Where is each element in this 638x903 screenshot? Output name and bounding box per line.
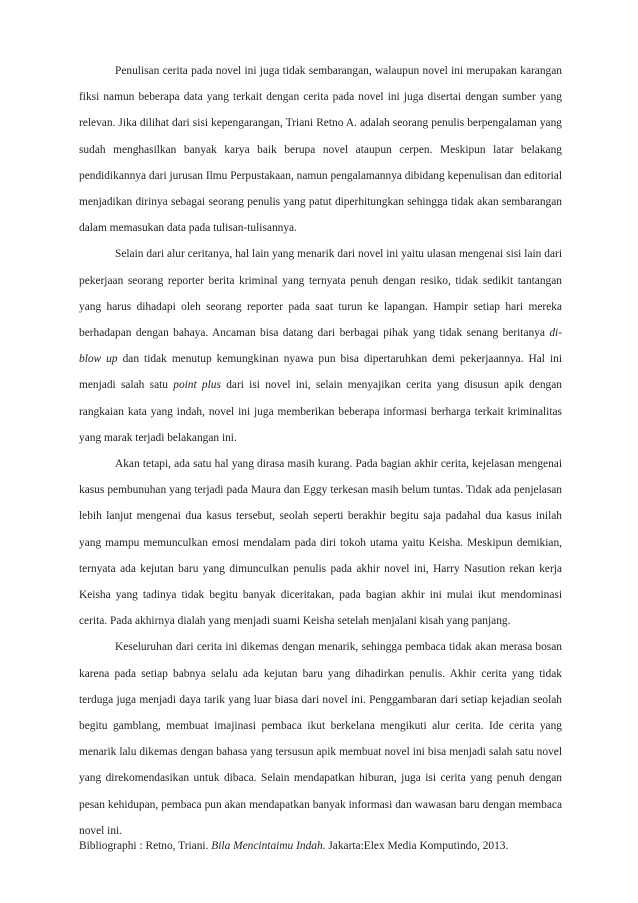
bibliography-separator: :: [136, 840, 146, 852]
paragraph-4: Keseluruhan dari cerita ini dikemas dengan menarik, sehingga pembaca tidak akan merasa bosan karena pada setiap babnya selalu ada kejutan baru yang dihadirkan penulis. Akhir cerita yang tidak terduga juga menjadi daya tarik yang luar biasa dari novel ini. Penggambaran dari setiap kejadian seolah begitu gamblang, membuat imajinasi pembaca ikut berkelana mengikuti alur cerita. Ide cerita yang menarik lalu dikemas dengan bahasa yang tersusun apik membuat novel ini bisa menjadi salah satu novel yang direkomendasikan untuk dibaca. Selain mendapatkan hiburan, juga isi cerita yang penuh dengan pesan kehidupan, pembaca pun akan mendapatkan banyak informasi dan wawasan baru dengan membaca novel ini.: [79, 641, 562, 837]
italic-term-point-plus: point plus: [173, 379, 221, 392]
paragraph-2-text-c: dari isi novel ini, selain menyajikan cerita yang disusun apik dengan rangkaian kata yang indah, novel ini juga memberikan beberapa informasi berharga terkait kriminalitas yang marak terjadi belakangan ini.: [79, 379, 562, 444]
bibliography-label: Bibliographi: [79, 840, 137, 852]
body-text: [79, 58, 562, 844]
italic-term-di-blow-up: di-blow up: [79, 327, 562, 366]
paragraph-2: [79, 241, 562, 451]
paragraph-2-text-b: dan tidak menutup kemungkinan nyawa pun bisa dipertaruhkan demi pekerjaannya. Hal ini menjadi salah satu: [79, 353, 562, 392]
bibliography-author: Retno, Triani.: [145, 840, 212, 852]
paragraph-1: Penulisan cerita pada novel ini juga tidak sembarangan, walaupun novel ini merupakan karangan fiksi namun beberapa data yang terkait dengan cerita pada novel ini juga disertai dengan sumber yang relevan. Jika dilihat dari sisi kepengarangan, Triani Retno A. adalah seorang penulis berpengalaman yang sudah menghasilkan banyak karya baik berupa novel ataupun cerpen. Meskipun latar belakang pendidikannya dari jurusan Ilmu Perpustakaan, namun pengalamannya dibidang kepenulisan dan editorial menjadikan dirinya sebagai seorang penulis yang patut diperhitungkan sehingga tidak akan sembarangan dalam memasukan data pada tulisan-tulisannya.: [79, 65, 563, 235]
paragraph-2-text-a: Selain dari alur ceritanya, hal lain yang menarik dari novel ini yaitu ulasan mengenai sisi lain dari pekerjaan seorang reporter berita kriminal yang ternyata penuh dengan resiko, tidak sedikit tantangan yang harus dihadapi oleh seorang reporter pada saat turun ke lapangan. Hampir setiap hari mereka berhadapan dengan bahaya. Ancaman bisa datang dari berbagai pihak yang tidak senang beritanya: [79, 248, 562, 340]
paragraph-3: Akan tetapi, ada satu hal yang dirasa masih kurang. Pada bagian akhir cerita, kejelasan mengenai kasus pembunuhan yang terjadi pada Maura dan Eggy terkesan masih belum tuntas. Tidak ada penjelasan lebih lanjut mengenai dua kasus tersebut, seolah seperti berakhir begitu saja padahal dua kasus inilah yang mampu memunculkan emosi mendalam pada diri tokoh utama yaitu Keisha. Meskipun demikian, ternyata ada kejutan baru yang dimunculkan penulis pada akhir novel ini, Harry Nasution rekan kerja Keisha yang tadinya tidak begitu banyak diceritakan, pada bagian akhir ini mulai ikut mendominasi cerita. Pada akhirnya dialah yang menjadi suami Keisha setelah menjalani kisah yang panjang.: [79, 458, 562, 628]
bibliography-publisher: . Jakarta:Elex Media Komputindo, 2013.: [322, 840, 509, 852]
bibliography-title: Bila Mencintaimu Indah: [211, 840, 323, 852]
bibliography: [79, 838, 579, 854]
